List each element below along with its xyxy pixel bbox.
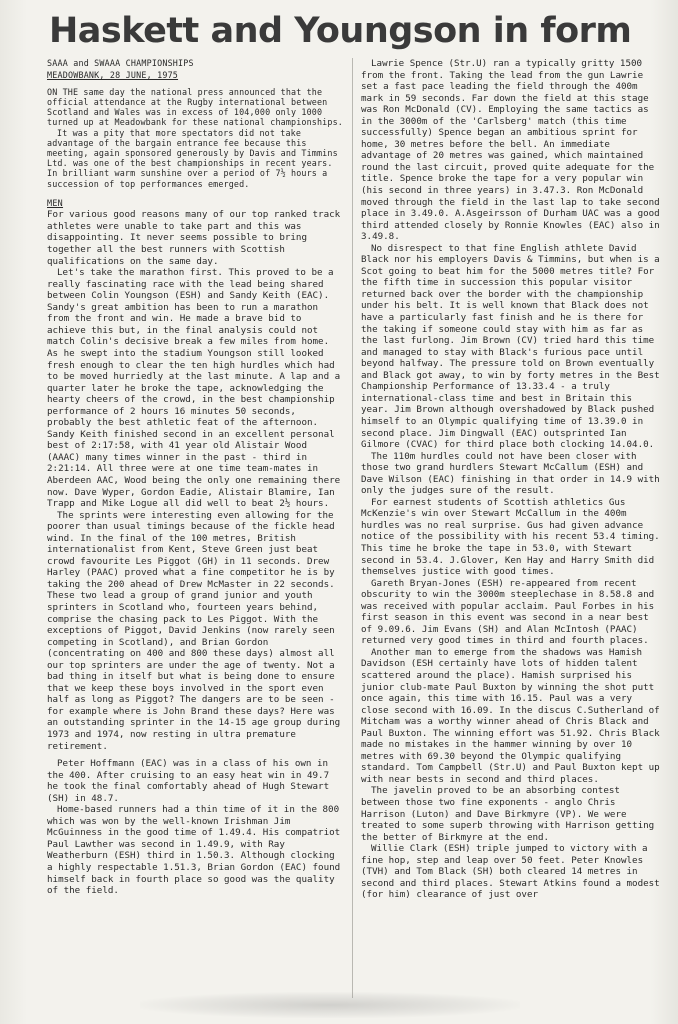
venue-date: MEADOWBANK, 28 JUNE, 1975 (47, 70, 179, 81)
left-column (47, 58, 344, 1003)
paragraph: No disrespect to that fine English athlete David Black nor his employers Davis & Timmins, but when is a Scot going to beat him for the 5000 metres title? For the fifth time in succession this popular visitor returned back over the border with the championship under his belt. It is well known that Black does not have a particularly fast finish and he is there for the taking if someone could stay with him as far as the last furlong. Jim Brown (CV) tried hard this time and managed to stay with Black's furious pace until beyond halfway. The pressure told on Brown eventually and Black got away, to win by forty metres in the Best Championship Performance of 13.33.4 - a truly international-class time and best in Britain this year. Jim Brown although overshadowed by Black pushed himself to an Olympic qualifying time of 13.39.0 in second place. Jim Dingwall (EAC) outsprinted Ian Gilmore (CVAC) for third place both clocking 14.04.0. (361, 242, 660, 451)
event-title: SAAA and SWAAA CHAMPIONSHIPS (47, 58, 194, 68)
right-body (361, 58, 661, 901)
paragraph: Gareth Bryan-Jones (ESH) re-appeared from recent obscurity to win the 3000m steeplechase in 8.58.8 and was received with popular acclaim. Paul Forbes in his first season in this event was second in a near best of 9.09.6. Jim Evans (SH) and Alan McIntosh (PAAC) returned very good times in third and fourth places. (361, 577, 655, 647)
column-divider (352, 58, 353, 998)
intro-paragraph: ON THE same day the national press announced that the official attendance at the Rugby international between Scotland and Wales was in excess of 104,000 only 1000 turned up at Meadowbank for these national championships. (47, 86, 343, 128)
intro-paragraph: It was a pity that more spectators did not take advantage of the bargain entrance fee because this meeting, again sponsored generously by Davis and Timmins Ltd. was one of the best championships in recent years. In brilliant warm sunshine over a period of 7½ hours a succession of top performances emerged. (47, 127, 338, 189)
paragraph: The javelin proved to be an absorbing contest between those two fine exponents - anglo Chris Harrison (Luton) and Dave Birkmyre (VP). We were treated to some superb throwing with Harrison getting the better of Birkmyre at the end. (361, 785, 655, 843)
section-heading-men: MEN (47, 197, 64, 208)
paragraph: Lawrie Spence (Str.U) ran a typically gritty 1500 from the front. Taking the lead from the gun Lawrie set a fast pace leading the field through the 400m mark in 59 seconds. Far down the field at this stage was Ron McDonald (CV). Employing the same tactics as in the 3000m of the 'Carlsberg' match (this time successfully) Spence began an ambitious sprint for home, 30 metres before the bell. An immediate advantage of 20 metres was gained, which maintained round the last circuit, proved quite adequate for the title. Spence broke the tape for a very popular win (his second in three years) in 3.47.3. Ron McDonald moved through the field in the last lap to take second place in 3.49.0. A.Asgeirsson of Durham UAC was a good third attended closely by Ronnie Knowles (EAC) also in 3.49.8. (361, 58, 660, 243)
right-column (361, 58, 661, 1003)
print-smudge (140, 992, 520, 1018)
paragraph: Home-based runners had a thin time of it in the 800 which was won by the well-known Irishman Jim McGuinness in the good time of 1.49.4. His compatriot Paul Lawther was second in 1.49.9, with Ray Weatherburn (ESH) third in 1.50.3. Although clocking a highly respectable 1.51.3, Brian Gordon (EAC) found himself back in fourth place so good was the quality of the field. (47, 804, 341, 897)
left-body (47, 209, 344, 896)
paragraph: The sprints were interesting even allowing for the poorer than usual timings because of the fickle head wind. In the final of the 100 metres, British internationalist from Kent, Steve Green just beat crowd favourite Les Piggot (GH) in 11 seconds. Drew Harley (PAAC) proved what a fine competitor he is by taking the 200 ahead of Drew McMaster in 22 seconds. These two lead a group of grand junior and youth sprinters in Scotland who, fourteen years behind, comprise the chasing pack to Les Piggot. With the exceptions of Piggot, David Jenkins (now rarely seen competing in Scotland), and Brian Gordon (concentrating on 400 and 800 these days) almost all our top sprinters are under the age of twenty. Not a bad thing in itself but what is being done to ensure that we keep these boys involved in the sport even half as long as Piggot? The dangers are to be seen - for example where is John Brand these days? Here was an outstanding sprinter in the 14-15 age group during 1973 and 1974, now resting in ultra premature retirement. (47, 509, 341, 752)
headline: Haskett and Youngson in form (49, 11, 632, 51)
paragraph: For earnest students of Scottish athletics Gus McKenzie's win over Stewart McCallum in the 400m hurdles was no real surprise. Gus had given advance notice of the possibility with his recent 53.4 timing. This time he broke the tape in 53.0, with Stewart second in 53.4. J.Glover, Ken Hay and Harry Smith did themselves justice with good times. (361, 496, 660, 578)
intro (47, 87, 344, 189)
paragraph: Let's take the marathon first. This proved to be a really fascinating race with the lead being shared between Colin Youngson (ESH) and Sandy Keith (EAC). Sandy's great ambition has been to run a marathon from the front and win. He made a brave bid to achieve this but, in the final analysis could not match Colin's decisive break a few miles from home. As he swept into the stadium Youngson still looked fresh enough to clear the ten high hurdles which had to be moved hurriedly at the last minute. A lap and a quarter later he broke the tape, acknowledging the hearty cheers of the crowd, in the best championship performance of 2 hours 16 minutes 50 seconds, probably the best athletic feat of the afternoon. Sandy Keith finished second in an excellent personal best of 2:17:58, with 41 year old Alistair Wood (AAAC) many times winner in the past - third in 2:21:14. All three were at one time team-mates in Aberdeen AAC, Wood being the only one remaining there now. Dave Wyper, Gordon Eadie, Alistair Blamire, Ian Trapp and Mike Logue all did well to beat 2½ hours. (47, 267, 341, 510)
paragraph: For various good reasons many of our top ranked track athletes were unable to take part and this was disappointing. It never seems possible to bring together all the best runners with Scottish qualifications on the same day. (47, 209, 341, 267)
paragraph: The 110m hurdles could not have been closer with those two grand hurdlers Stewart McCallum (ESH) and Dave Wilson (EAC) finishing in that order in 14.9 with only the judges sure of the result. (361, 450, 660, 497)
paragraph: Peter Hoffmann (EAC) was in a class of his own in the 400. After cruising to an easy heat win in 49.7 he took the final comfortably ahead of Hugh Stewart (SH) in 48.7. (47, 758, 330, 804)
paragraph: Willie Clark (ESH) triple jumped to victory with a fine hop, step and leap over 50 feet. Peter Knowles (TVH) and Tom Black (SH) both cleared 14 metres in second and third places. Stewart Atkins found a modest (for him) clearance of just over (361, 843, 660, 901)
paragraph: Another man to emerge from the shadows was Hamish Davidson (ESH certainly have lots of hidden talent scattered around the place). Hamish surprised his junior club-mate Paul Buxton by winning the shot putt once again, this time with 16.15. Paul was a very close second with 16.09. In the discus C.Sutherland of Mitcham was a worthy winner ahead of Chris Black and Paul Buxton. The winning effort was 51.92. Chris Black made no mistakes in the hammer winning by over 10 metres with 69.30 beyond the Olympic qualifying standard. Tom Campbell (Str.U) and Paul Buxton kept up with near bests in second and third places. (361, 646, 660, 785)
